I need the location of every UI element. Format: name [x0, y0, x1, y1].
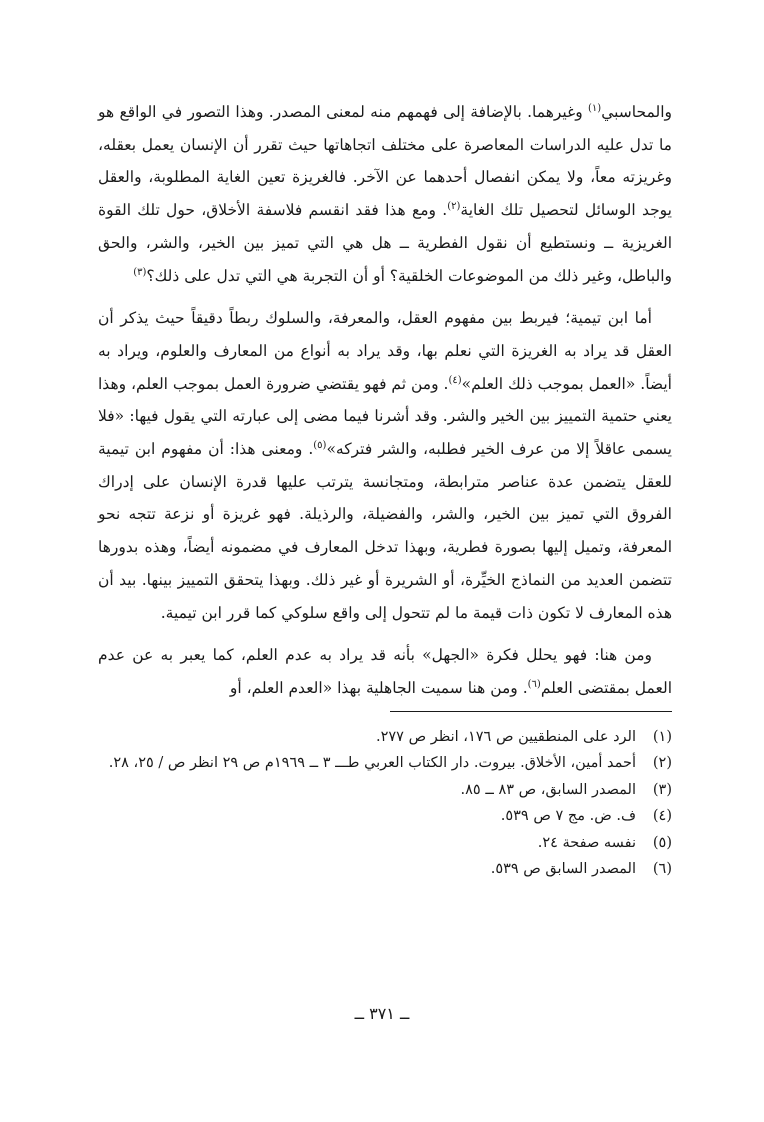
footnote-item	[98, 856, 672, 883]
footnote-ref-3: (٣)	[133, 266, 147, 278]
footnote-number: (٦)	[652, 861, 672, 878]
text: . ومن ثم فهو يقتضي ضرورة العمل بموجب العلم، وهذا يعني حتمية التمييز بين الخير والشر. وقد أشرنا فيما مضى إلى عبارته التي يقول فيها: «فلا يسمى عاقلاً إلا من عرف الخير فطلبه، والشر فتركه»	[98, 374, 672, 459]
text: . ومن هنا سميت الجاهلية بهذا «العدم العلم، أو	[229, 678, 528, 697]
paragraph-1	[98, 96, 672, 292]
footnote-text: الرد على المنطقيين ص ١٧٦، انظر ص ٢٧٧.	[376, 728, 636, 745]
page-number: ــ ٣٧١ ــ	[354, 1004, 410, 1023]
footnote-divider	[390, 711, 672, 712]
footnote-ref-2: (٢)	[447, 201, 461, 213]
footnote-text: ف. ض. مج ٧ ص ٥٣٩.	[500, 808, 636, 825]
text: وغيرهما. بالإضافة إلى فهمهم منه لمعنى المصدر. وهذا التصور في الواقع هو ما تدل عليه الدراسات المعاصرة على مختلف اتجاهاتها حيث تقرر أن الإنسان يعمل بعقله، وغريزته معاً، ولا يمكن انفصال أحدهما عن الآخر. فالغريزة تعين الغاية المطلوبة، والعقل يوجد الوسائل لتحصيل تلك الغاية	[98, 103, 672, 220]
footnote-ref-1: (١)	[588, 103, 602, 114]
footnote-ref-5: (٥)	[313, 440, 327, 452]
footnote-text: أحمد أمين، الأخلاق. بيروت. دار الكتاب العربي طـــ ٣ ــ ١٩٦٩م ص ٢٩ انظر ص / ٢٥، ٢٨.	[108, 755, 636, 772]
footnote-item	[98, 750, 672, 777]
text: . ومع هذا فقد انقسم فلاسفة الأخلاق، حول تلك القوة الغريزية ــ ونستطيع أن نقول الفطرية ــ هل هي التي تميز بين الخير، والشر، والحق والباطل، وغير ذلك من الموضوعات الخلقية؟ أو أن التجربة هي التي تدل على ذلك؟	[98, 201, 672, 285]
footnote-item	[98, 777, 672, 804]
footnote-ref-6: (٦)	[527, 678, 541, 690]
paragraph-3	[98, 639, 672, 704]
footnote-item	[98, 724, 672, 751]
footnote-number: (١)	[652, 728, 672, 745]
paragraph-2	[98, 302, 672, 629]
text: أما ابن تيمية؛ فيربط بين مفهوم العقل، والمعرفة، والسلوك ربطاً دقيقاً حيث يذكر أن العقل قد يراد به الغريزة التي نعلم بها، وقد يراد به أنواع من المعارف والعلوم، ويراد به أيضاً. «العمل بموجب ذلك العلم»	[98, 309, 672, 393]
footnote-number: (٢)	[652, 755, 672, 772]
footnote-text: المصدر السابق ص ٥٣٩.	[490, 861, 636, 878]
footnote-text: نفسه صفحة ٢٤.	[537, 834, 636, 851]
footnote-ref-4: (٤)	[448, 374, 462, 386]
footnote-item	[98, 803, 672, 830]
text: . ومعنى هذا: أن مفهوم ابن تيمية للعقل يتضمن عدة عناصر مترابطة، ومتجانسة يترتب عليها قدرة الإنسان على إدراك الفروق التي تميز بين الخير، والشر، والفضيلة، والرذيلة. فهو غريزة أو نزعة تتجه نحو المعرفة، وتميل إليها بصورة فطرية، وبهذا تدخل المعارف في مضمونه أيضاً، وهذه بدورها تتضمن العديد من النماذج الخيِّرة، أو الشريرة أو غير ذلك. وبهذا يتحقق التمييز بينها. بيد أن هذه المعارف لا تكون ذات قيمة ما لم تتحول إلى واقع سلوكي كما قرر ابن تيمية.	[98, 440, 672, 622]
footnote-text: المصدر السابق، ص ٨٣ ــ ٨٥.	[460, 781, 636, 798]
footnote-number: (٥)	[652, 834, 672, 851]
footnotes	[98, 724, 672, 883]
text: والمحاسبي	[601, 103, 672, 121]
footnote-number: (٣)	[652, 781, 672, 798]
footnote-number: (٤)	[652, 808, 672, 825]
text: ومن هنا: فهو يحلل فكرة «الجهل» بأنه قد يراد به عدم العلم، كما يعبر به عن عدم العمل بمقتضى العلم	[98, 646, 672, 697]
footnote-item	[98, 830, 672, 857]
